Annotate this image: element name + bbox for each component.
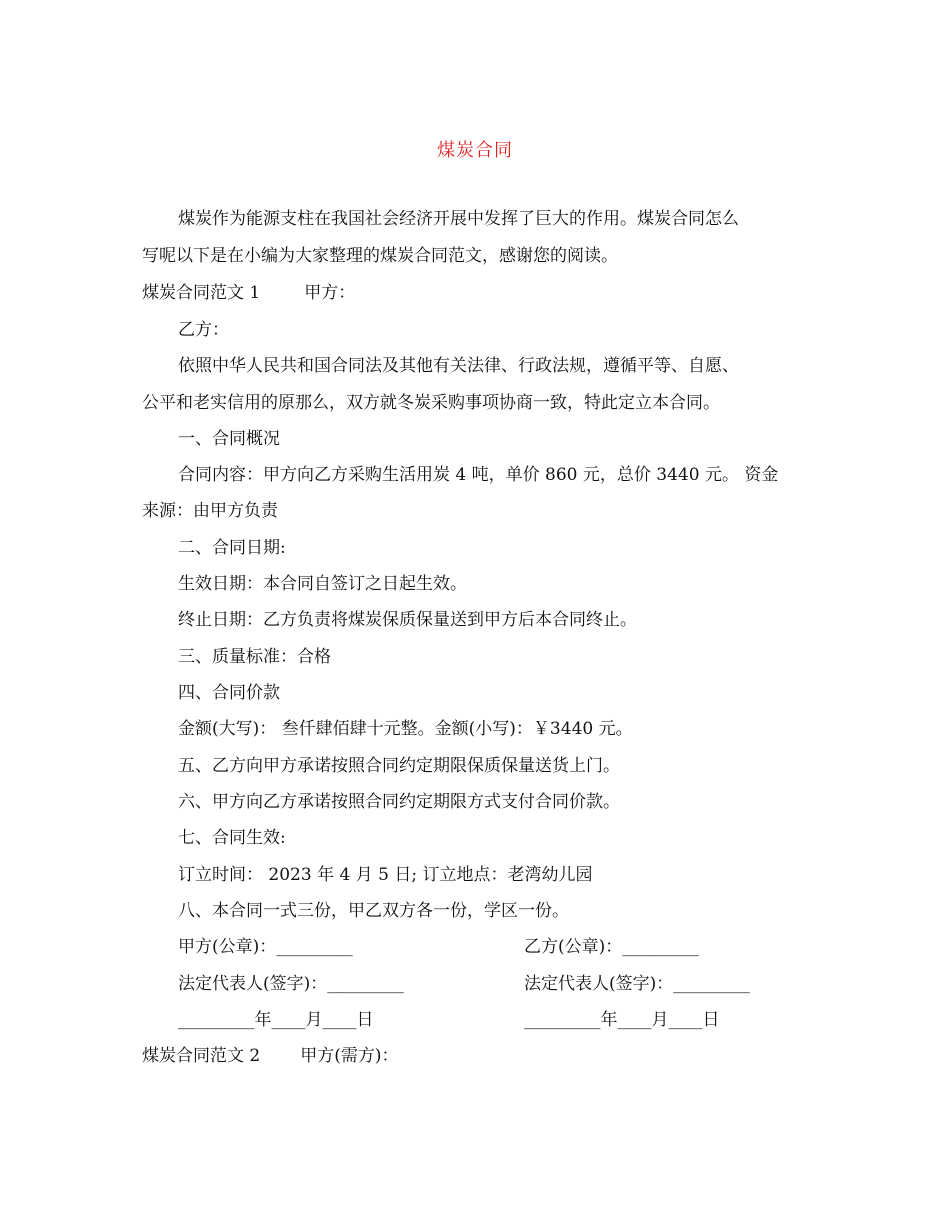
sample2-party-a: 甲方(需方)： [300,1046,399,1066]
sample1-heading: 煤炭合同范文 1 [142,283,261,303]
sample1-party-a: 甲方： [304,283,356,303]
party-b-date: _________年____月____日 [524,1010,720,1030]
section4-title: 四、合同价款 [178,683,280,703]
sample2-heading-row [142,1045,399,1067]
end-date: 终止日期：乙方负责将煤炭保质保量送到甲方后本合同终止。 [178,610,637,630]
section3: 三、质量标准：合格 [178,647,331,667]
signing-line: 订立时间： 2023 年 4 月 5 日; 订立地点：老湾幼儿园 [178,865,593,885]
section7-title: 七、合同生效: [178,828,286,848]
section2-title: 二、合同日期: [178,538,286,558]
section8: 八、本合同一式三份，甲乙双方各一份，学区一份。 [178,901,569,921]
party-b-seal: 乙方(公章)：_________ [524,937,699,957]
intro-line-2: 写呢以下是在小编为大家整理的煤炭合同范文，感谢您的阅读。 [142,246,618,266]
sample1-party-b: 乙方： [178,320,229,340]
party-a-date: _________年____月____日 [178,1010,374,1030]
party-b-representative: 法定代表人(签字)：_________ [524,974,750,994]
preamble-line-1: 依照中华人民共和国合同法及其他有关法律、行政法规，遵循平等、自愿、 [178,356,739,376]
section5: 五、乙方向甲方承诺按照合同约定期限保质保量送货上门。 [178,756,620,776]
intro-line-1: 煤炭作为能源支柱在我国社会经济开展中发挥了巨大的作用。煤炭合同怎么 [178,209,739,229]
section1-title: 一、合同概况 [178,429,280,449]
party-a-seal: 甲方(公章)：_________ [178,937,353,957]
document-title: 煤炭合同 [437,140,513,161]
section1-content-line-2: 来源：由甲方负责 [142,501,278,521]
section1-content-line-1: 合同内容：甲方向乙方采购生活用炭 4 吨，单价 860 元，总价 3440 元。 资金 [178,465,779,485]
party-a-representative: 法定代表人(签字)：_________ [178,974,404,994]
effective-date: 生效日期：本合同自签订之日起生效。 [178,574,467,594]
sample1-heading-row [142,282,355,304]
section6: 六、甲方向乙方承诺按照合同约定期限方式支付合同价款。 [178,792,620,812]
amount-line: 金额(大写)： 叁仟肆佰肆十元整。金额(小写)：￥3440 元。 [178,719,633,739]
preamble-line-2: 公平和老实信用的原那么，双方就冬炭采购事项协商一致，特此定立本合同。 [142,393,720,413]
sample2-heading: 煤炭合同范文 2 [142,1046,261,1066]
